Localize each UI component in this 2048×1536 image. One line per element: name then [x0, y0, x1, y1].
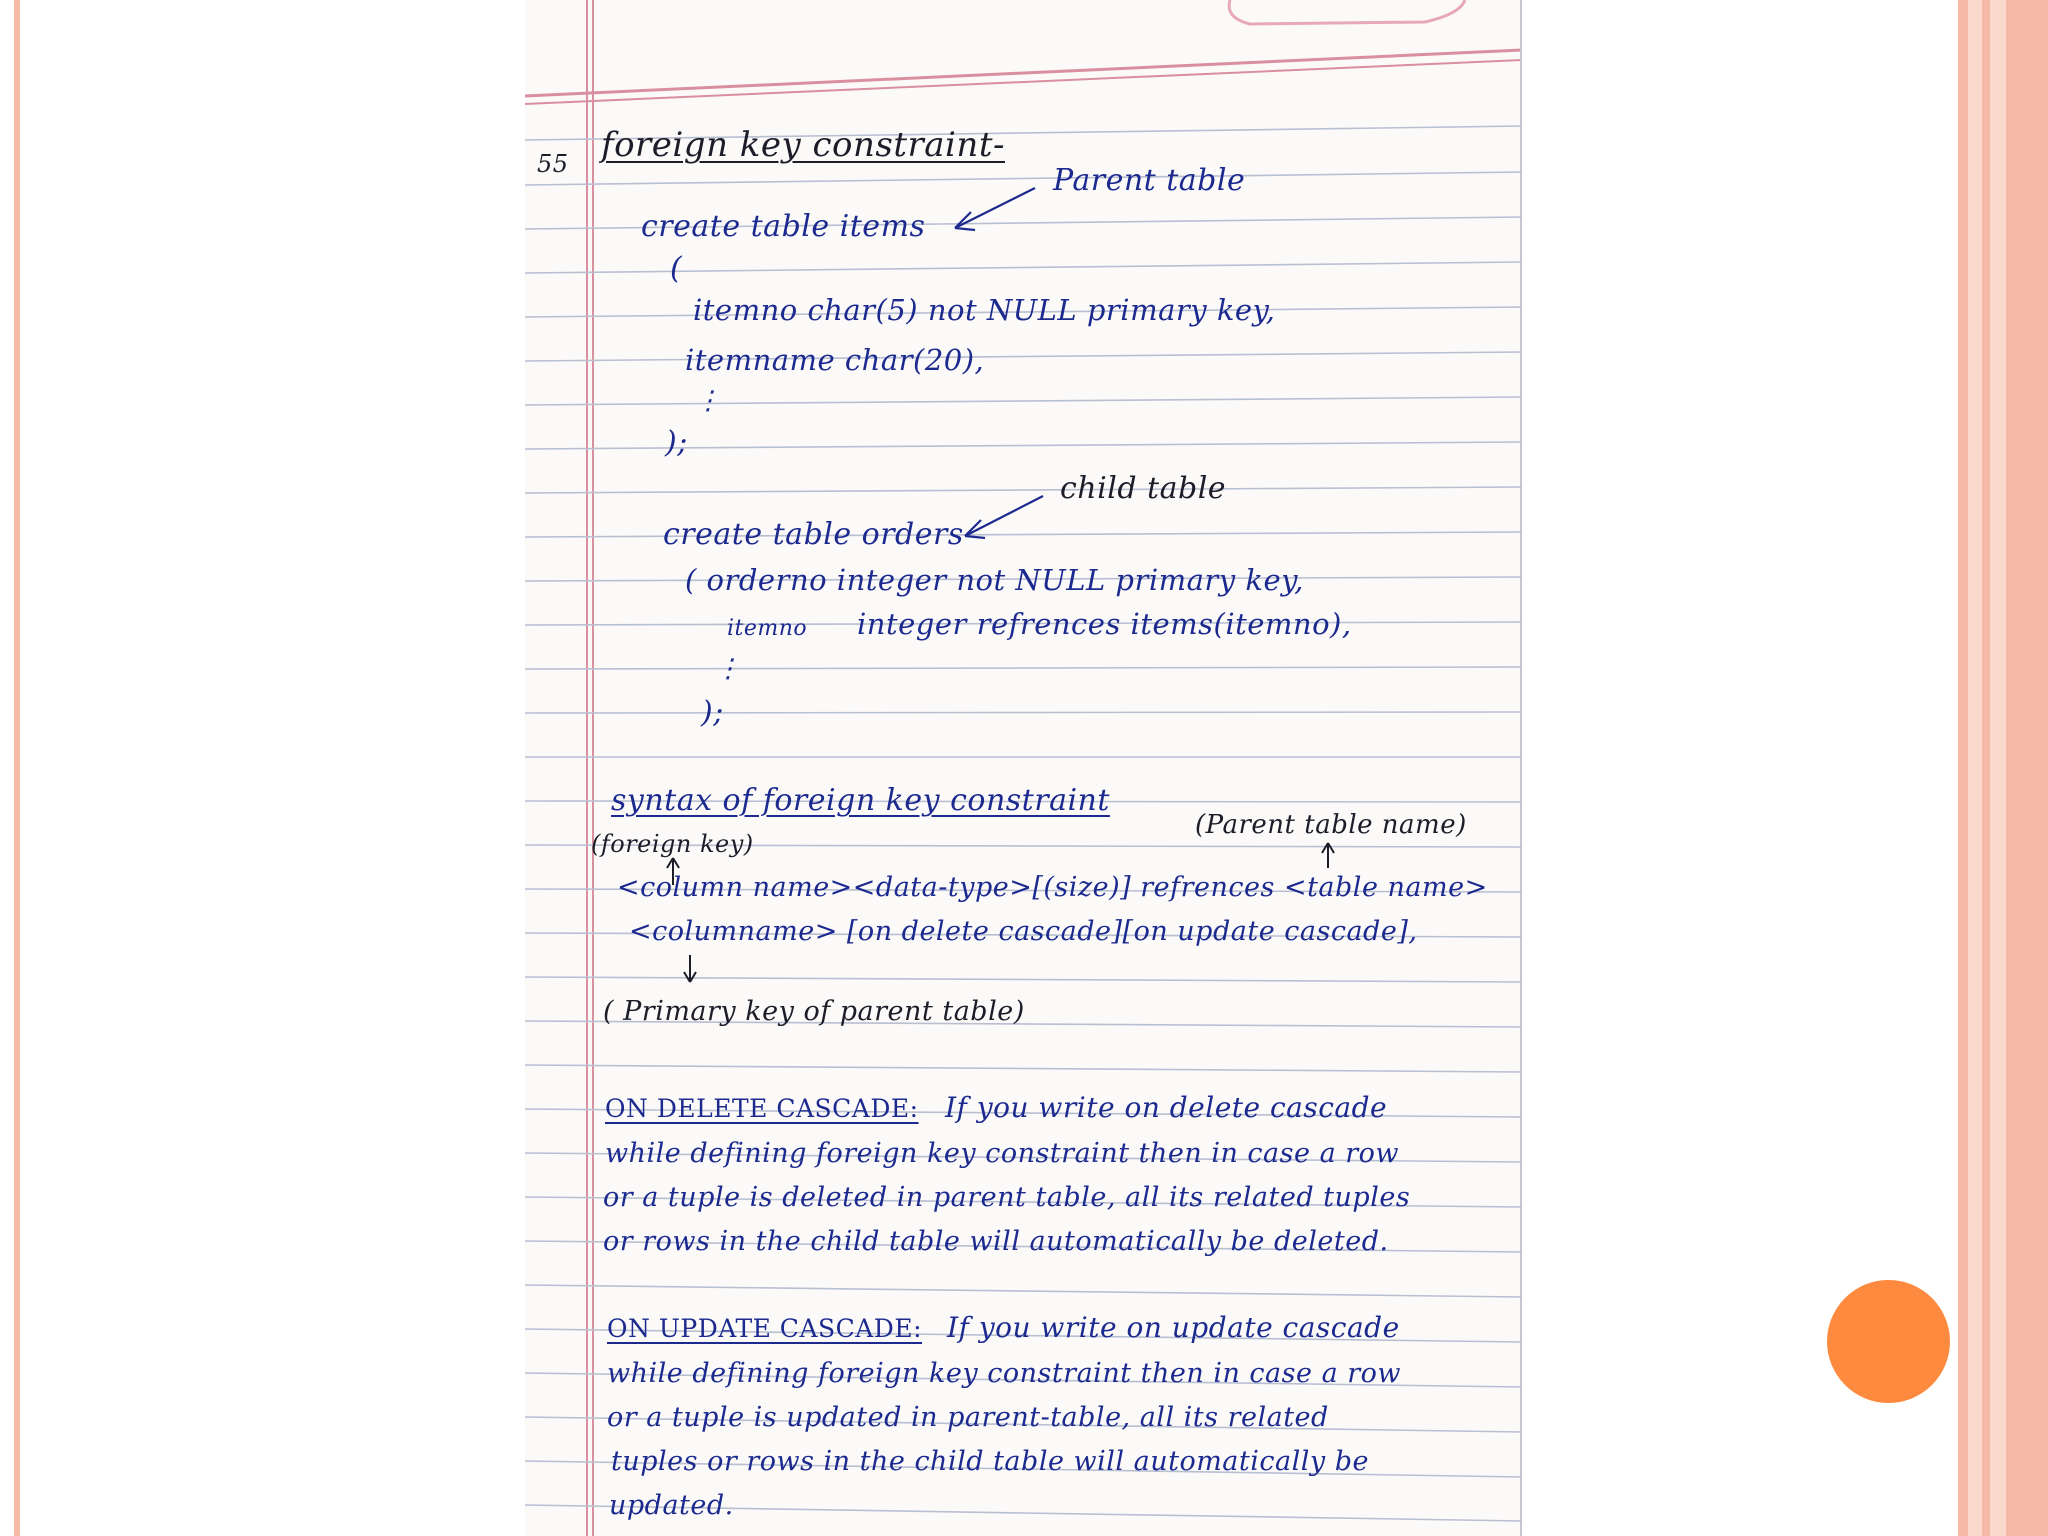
code-line: );: [665, 425, 688, 460]
code-line: (: [670, 251, 683, 286]
paragraph-line: If you write on update cascade: [947, 1311, 1400, 1344]
syntax-heading: syntax of foreign key constraint: [611, 783, 1110, 818]
syntax-line: <columname> [on delete cascade][on update cascade],: [629, 916, 1418, 947]
paragraph-line: updated.: [609, 1490, 734, 1521]
code-ellipsis: ⋮: [715, 654, 742, 684]
frame-stripe: [1982, 0, 1990, 1536]
paragraph-line: or a tuple is deleted in parent table, all its related tuples: [603, 1182, 1411, 1213]
slide-frame-left: [0, 0, 22, 1536]
child-table-label: child table: [1060, 471, 1227, 506]
paragraph-line: or a tuple is updated in parent-table, all its related: [607, 1402, 1329, 1433]
note-title: foreign key constraint-: [601, 125, 1005, 165]
update-heading: ON UPDATE CASCADE:: [607, 1314, 923, 1343]
frame-stripe: [1968, 0, 1982, 1536]
code-ellipsis: ⋮: [695, 386, 722, 416]
syntax-annotation: (foreign key): [591, 830, 754, 858]
frame-stripe: [1958, 0, 1968, 1536]
parent-table-label: Parent table: [1053, 163, 1246, 198]
paragraph-line: tuples or rows in the child table will automatically be: [611, 1446, 1369, 1477]
code-line: create table items: [641, 209, 926, 244]
code-line: itemname char(20),: [685, 343, 985, 377]
code-annotation: itemno: [727, 616, 808, 641]
syntax-annotation: (Parent table name): [1195, 810, 1467, 840]
code-line: ( orderno integer not NULL primary key,: [685, 563, 1304, 597]
syntax-annotation: ( Primary key of parent table): [603, 996, 1025, 1027]
paragraph-line: If you write on delete cascade: [945, 1091, 1388, 1124]
syntax-line: <column name><data-type>[(size)] refrences <table name>: [617, 872, 1488, 903]
paragraph-line: while defining foreign key constraint then in case a row: [607, 1358, 1402, 1389]
code-line: integer refrences items(itemno),: [857, 607, 1352, 641]
code-line: itemno char(5) not NULL primary key,: [693, 293, 1276, 327]
delete-heading: ON DELETE CASCADE:: [605, 1094, 919, 1123]
code-line: create table orders: [663, 517, 964, 552]
frame-stripe: [2006, 0, 2048, 1536]
code-line: );: [701, 695, 724, 730]
paragraph-line: or rows in the child table will automatically be deleted.: [603, 1226, 1389, 1257]
paragraph-line: while defining foreign key constraint then in case a row: [605, 1138, 1400, 1169]
frame-stripe: [1990, 0, 2006, 1536]
notebook-page: [525, 0, 1522, 1536]
slide-frame-right: [1958, 0, 2048, 1536]
page-number: 55: [537, 150, 569, 178]
frame-stripe: [14, 0, 20, 1536]
accent-circle: [1827, 1280, 1950, 1403]
